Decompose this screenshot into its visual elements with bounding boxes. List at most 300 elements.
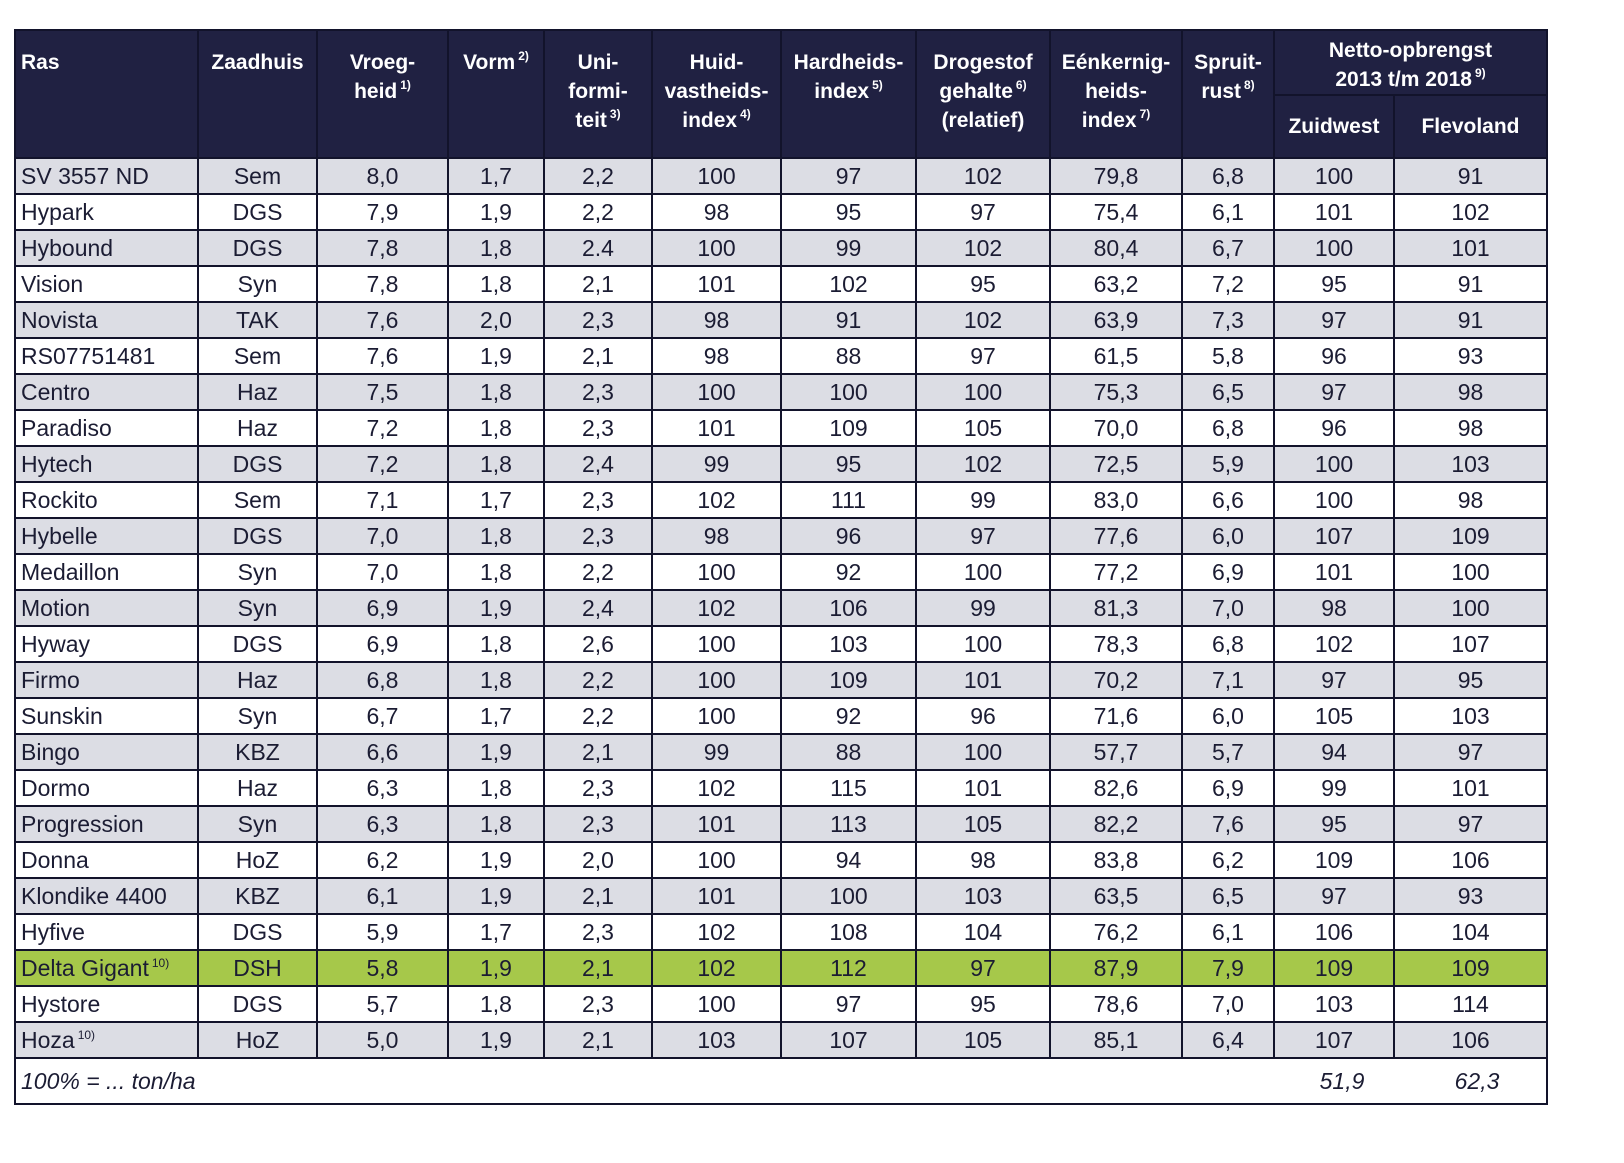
table-row xyxy=(15,842,1547,878)
cell-zuidwest xyxy=(1274,914,1394,950)
drogestof-value: 104 xyxy=(963,918,1003,945)
eenkernigheid-value: 82,6 xyxy=(1093,774,1139,801)
uniformiteit-value: 2,1 xyxy=(582,882,614,909)
uniformiteit-value: 2,1 xyxy=(582,954,614,981)
footer-flevoland-value: 62,3 xyxy=(1454,1067,1500,1094)
cell-ras xyxy=(15,410,198,446)
cell-vorm xyxy=(448,626,544,662)
vorm-value: 1,9 xyxy=(480,954,512,981)
vroegheid-value: 6,8 xyxy=(366,666,399,693)
zaadhuis-value: KBZ xyxy=(235,882,280,909)
cell-zaadhuis xyxy=(198,338,317,374)
cell-hardheid xyxy=(781,626,916,662)
hardheid-value: 111 xyxy=(831,486,866,513)
cell-eenkernigheid xyxy=(1050,410,1182,446)
cell-vorm xyxy=(448,1022,544,1058)
cell-drogestof xyxy=(916,482,1050,518)
drogestof-value: 101 xyxy=(963,774,1003,801)
zaadhuis-value: TAK xyxy=(235,306,280,333)
spruitrust-value: 7,0 xyxy=(1212,990,1244,1017)
spruitrust-value: 6,5 xyxy=(1212,882,1244,909)
zuidwest-value: 97 xyxy=(1321,378,1347,405)
ras-value: Novista xyxy=(21,306,98,333)
table-row xyxy=(15,626,1547,662)
flevoland-value: 93 xyxy=(1457,342,1484,369)
drogestof-value: 102 xyxy=(963,450,1003,477)
vorm-value: 1,9 xyxy=(480,342,512,369)
cell-eenkernigheid xyxy=(1050,302,1182,338)
zuidwest-value: 95 xyxy=(1321,810,1347,837)
footer-zuidwest xyxy=(1274,1058,1394,1104)
vorm-value: 1,9 xyxy=(480,594,512,621)
zaadhuis-value: DGS xyxy=(232,918,283,945)
flevoland-value: 103 xyxy=(1451,450,1490,477)
cell-ras xyxy=(15,338,198,374)
zaadhuis-value: Syn xyxy=(237,558,278,585)
zaadhuis-value: Syn xyxy=(237,270,278,297)
spruitrust-value: 6,8 xyxy=(1212,414,1244,441)
ras-value: Hystore xyxy=(21,990,101,1017)
cell-zaadhuis xyxy=(198,194,317,230)
hardheid-value: 88 xyxy=(835,342,862,369)
table-row xyxy=(15,302,1547,338)
cell-flevoland xyxy=(1394,446,1547,482)
ras-value: SV 3557 ND xyxy=(21,162,149,189)
cell-vroegheid xyxy=(317,986,448,1022)
cell-drogestof xyxy=(916,266,1050,302)
cell-ras xyxy=(15,842,198,878)
vroegheid-value: 7,2 xyxy=(366,450,399,477)
cell-huidvastheid xyxy=(652,518,781,554)
cell-zaadhuis xyxy=(198,842,317,878)
vorm-value: 1,7 xyxy=(480,702,512,729)
flevoland-value: 95 xyxy=(1457,666,1484,693)
cell-flevoland xyxy=(1394,950,1547,986)
flevoland-value: 91 xyxy=(1457,270,1484,297)
zuidwest-value: 95 xyxy=(1321,270,1347,297)
drogestof-value: 105 xyxy=(963,414,1003,441)
zaadhuis-value: Syn xyxy=(237,594,278,621)
cell-uniformiteit xyxy=(544,626,652,662)
table-row xyxy=(15,266,1547,302)
hardheid-value: 112 xyxy=(830,954,867,981)
vroegheid-value: 6,7 xyxy=(366,702,399,729)
eenkernigheid-value: 82,2 xyxy=(1093,810,1139,837)
table-row xyxy=(15,482,1547,518)
cell-vorm xyxy=(448,194,544,230)
eenkernigheid-value: 57,7 xyxy=(1093,738,1139,765)
hardheid-value: 92 xyxy=(835,558,862,585)
spruitrust-value: 6,1 xyxy=(1212,198,1244,225)
spruitrust-value: 6,1 xyxy=(1212,918,1244,945)
huidvastheid-value: 100 xyxy=(697,702,736,729)
flevoland-value: 98 xyxy=(1457,414,1484,441)
eenkernigheid-value: 63,9 xyxy=(1093,306,1139,333)
header-line-text: index xyxy=(1081,109,1137,132)
uniformiteit-value: 2,2 xyxy=(582,162,614,189)
cell-uniformiteit xyxy=(544,374,652,410)
hardheid-value: 106 xyxy=(829,594,868,621)
eenkernigheid-value: 76,2 xyxy=(1093,918,1139,945)
cell-zaadhuis xyxy=(198,806,317,842)
cell-vorm xyxy=(448,770,544,806)
cell-zaadhuis xyxy=(198,410,317,446)
zuidwest-value: 96 xyxy=(1321,342,1347,369)
ras-value: Medaillon xyxy=(21,558,120,585)
cell-vorm xyxy=(448,734,544,770)
cell-ras xyxy=(15,1022,198,1058)
cell-uniformiteit xyxy=(544,734,652,770)
huidvastheid-value: 100 xyxy=(697,234,736,261)
flevoland-value: 109 xyxy=(1451,522,1490,549)
cell-zuidwest xyxy=(1274,554,1394,590)
cell-vorm xyxy=(448,230,544,266)
drogestof-value: 103 xyxy=(963,882,1003,909)
vroegheid-value: 8,0 xyxy=(366,162,399,189)
table-row xyxy=(15,1022,1547,1058)
cell-huidvastheid xyxy=(652,770,781,806)
cell-hardheid xyxy=(781,554,916,590)
ras-value: Hypark xyxy=(21,198,94,225)
header-line-text: teit xyxy=(575,109,607,132)
cell-huidvastheid xyxy=(652,986,781,1022)
huidvastheid-value: 98 xyxy=(703,306,730,333)
zaadhuis-value: Syn xyxy=(237,810,278,837)
header-line: Uni- xyxy=(577,51,619,74)
cell-zaadhuis xyxy=(198,230,317,266)
cell-vroegheid xyxy=(317,518,448,554)
cell-ras xyxy=(15,626,198,662)
table-row xyxy=(15,410,1547,446)
cell-drogestof xyxy=(916,914,1050,950)
ras-value: Bingo xyxy=(21,738,80,765)
cell-eenkernigheid xyxy=(1050,914,1182,950)
cell-drogestof xyxy=(916,374,1050,410)
cell-zuidwest xyxy=(1274,158,1394,194)
spruitrust-value: 6,9 xyxy=(1212,558,1244,585)
zuidwest-value: 99 xyxy=(1321,774,1347,801)
cell-vroegheid xyxy=(317,446,448,482)
zaadhuis-value: KBZ xyxy=(235,738,280,765)
cell-uniformiteit xyxy=(544,410,652,446)
cell-vroegheid xyxy=(317,302,448,338)
cell-huidvastheid xyxy=(652,806,781,842)
cell-spruitrust xyxy=(1182,230,1274,266)
zuidwest-value: 96 xyxy=(1321,414,1347,441)
table-row xyxy=(15,230,1547,266)
cell-huidvastheid xyxy=(652,158,781,194)
hardheid-value: 97 xyxy=(835,162,862,189)
drogestof-value: 97 xyxy=(970,198,996,225)
cell-vorm xyxy=(448,842,544,878)
cell-zaadhuis xyxy=(198,554,317,590)
zuidwest-value: 109 xyxy=(1314,846,1354,873)
cell-spruitrust xyxy=(1182,302,1274,338)
cell-spruitrust xyxy=(1182,842,1274,878)
huidvastheid-value: 101 xyxy=(697,810,736,837)
cell-vorm xyxy=(448,590,544,626)
cell-vroegheid xyxy=(317,806,448,842)
drogestof-value: 101 xyxy=(963,666,1003,693)
drogestof-value: 99 xyxy=(970,486,996,513)
footnote-marker: 4) xyxy=(740,107,751,121)
cell-flevoland xyxy=(1394,986,1547,1022)
zuidwest-value: 100 xyxy=(1314,162,1354,189)
drogestof-value: 100 xyxy=(963,378,1003,405)
drogestof-value: 96 xyxy=(970,702,996,729)
cell-flevoland xyxy=(1394,842,1547,878)
cell-zuidwest xyxy=(1274,194,1394,230)
cell-uniformiteit xyxy=(544,662,652,698)
cell-eenkernigheid xyxy=(1050,770,1182,806)
cell-hardheid xyxy=(781,230,916,266)
uniformiteit-value: 2,4 xyxy=(582,450,614,477)
zuidwest-value: 102 xyxy=(1314,630,1354,657)
zaadhuis-value: Haz xyxy=(237,378,278,405)
vorm-value: 2,0 xyxy=(480,306,512,333)
cell-uniformiteit xyxy=(544,446,652,482)
cell-spruitrust xyxy=(1182,806,1274,842)
hardheid-value: 107 xyxy=(829,1026,868,1053)
header-line-text: index xyxy=(682,109,738,132)
vroegheid-value: 6,2 xyxy=(366,846,399,873)
cell-spruitrust xyxy=(1182,410,1274,446)
header-line xyxy=(1275,65,1546,94)
header-eenkernigheidsindex xyxy=(1050,30,1182,158)
huidvastheid-value: 100 xyxy=(697,558,736,585)
huidvastheid-value: 103 xyxy=(697,1026,736,1053)
cell-ras xyxy=(15,194,198,230)
cell-hardheid xyxy=(781,194,916,230)
hardheid-value: 99 xyxy=(835,234,862,261)
table-row xyxy=(15,734,1547,770)
huidvastheid-value: 100 xyxy=(697,378,736,405)
vorm-value: 1,7 xyxy=(480,486,512,513)
cell-uniformiteit xyxy=(544,518,652,554)
header-line: vastheids- xyxy=(664,80,769,103)
flevoland-value: 106 xyxy=(1451,846,1490,873)
eenkernigheid-value: 75,4 xyxy=(1093,198,1139,225)
spruitrust-value: 6,2 xyxy=(1212,846,1244,873)
cell-flevoland xyxy=(1394,590,1547,626)
zaadhuis-value: Syn xyxy=(237,702,278,729)
cell-zuidwest xyxy=(1274,482,1394,518)
cell-spruitrust xyxy=(1182,662,1274,698)
cell-spruitrust xyxy=(1182,734,1274,770)
vorm-value: 1,8 xyxy=(480,234,512,261)
drogestof-value: 99 xyxy=(970,594,996,621)
cell-huidvastheid xyxy=(652,374,781,410)
cell-vroegheid xyxy=(317,410,448,446)
footer-label-text: 100% = ... ton/ha xyxy=(21,1067,196,1094)
ras-value: Hyway xyxy=(21,630,91,657)
header-line: (relatief) xyxy=(941,109,1025,132)
vroegheid-value: 7,6 xyxy=(366,342,399,369)
vroegheid-value: 6,9 xyxy=(366,630,399,657)
spruitrust-value: 6,8 xyxy=(1212,630,1244,657)
vorm-value: 1,8 xyxy=(480,414,512,441)
cell-zuidwest xyxy=(1274,338,1394,374)
zuidwest-value: 97 xyxy=(1321,666,1347,693)
cell-vroegheid xyxy=(317,662,448,698)
cell-spruitrust xyxy=(1182,950,1274,986)
spruitrust-value: 5,8 xyxy=(1212,342,1244,369)
cell-vorm xyxy=(448,986,544,1022)
hardheid-value: 100 xyxy=(829,378,868,405)
huidvastheid-value: 101 xyxy=(697,270,736,297)
cell-ras xyxy=(15,158,198,194)
cell-vroegheid xyxy=(317,482,448,518)
cell-ras xyxy=(15,878,198,914)
header-vroegheid xyxy=(317,30,448,158)
uniformiteit-value: 2,1 xyxy=(582,270,614,297)
cell-hardheid xyxy=(781,302,916,338)
vorm-value: 1,7 xyxy=(480,918,512,945)
table-row xyxy=(15,338,1547,374)
zuidwest-value: 101 xyxy=(1314,558,1354,585)
header-drogestofgehalte xyxy=(916,30,1050,158)
cell-eenkernigheid xyxy=(1050,338,1182,374)
cell-huidvastheid xyxy=(652,950,781,986)
table-row xyxy=(15,662,1547,698)
cell-flevoland xyxy=(1394,482,1547,518)
uniformiteit-value: 2,2 xyxy=(582,666,614,693)
cell-spruitrust xyxy=(1182,554,1274,590)
cell-zuidwest xyxy=(1274,950,1394,986)
cell-huidvastheid xyxy=(652,842,781,878)
eenkernigheid-value: 83,8 xyxy=(1093,846,1139,873)
vorm-value: 1,9 xyxy=(480,738,512,765)
vroegheid-value: 7,1 xyxy=(366,486,399,513)
zuidwest-value: 100 xyxy=(1314,486,1354,513)
cell-vorm xyxy=(448,806,544,842)
cell-hardheid xyxy=(781,842,916,878)
vroegheid-value: 6,3 xyxy=(366,774,399,801)
cell-hardheid xyxy=(781,914,916,950)
cell-zuidwest xyxy=(1274,734,1394,770)
cell-eenkernigheid xyxy=(1050,446,1182,482)
cell-hardheid xyxy=(781,698,916,734)
vroegheid-value: 5,7 xyxy=(366,990,399,1017)
flevoland-value: 100 xyxy=(1451,558,1490,585)
drogestof-value: 97 xyxy=(970,954,996,981)
cell-vorm xyxy=(448,950,544,986)
zaadhuis-value: Haz xyxy=(237,774,278,801)
footnote-marker: 7) xyxy=(1139,107,1151,121)
flevoland-value: 109 xyxy=(1451,954,1490,981)
cell-huidvastheid xyxy=(652,302,781,338)
eenkernigheid-value: 75,3 xyxy=(1093,378,1139,405)
cell-flevoland xyxy=(1394,734,1547,770)
footnote-marker: 10) xyxy=(77,1027,96,1042)
drogestof-value: 102 xyxy=(963,306,1003,333)
uniformiteit-value: 2,3 xyxy=(582,486,614,513)
ras-value: Motion xyxy=(21,594,91,621)
hardheid-value: 95 xyxy=(835,198,862,225)
cell-zuidwest xyxy=(1274,266,1394,302)
uniformiteit-value: 2,3 xyxy=(582,306,614,333)
cell-zaadhuis xyxy=(198,698,317,734)
hardheid-value: 94 xyxy=(835,846,862,873)
zaadhuis-value: Sem xyxy=(233,162,282,189)
cell-drogestof xyxy=(916,770,1050,806)
eenkernigheid-value: 80,4 xyxy=(1093,234,1139,261)
table-row xyxy=(15,770,1547,806)
cell-huidvastheid xyxy=(652,266,781,302)
cell-vorm xyxy=(448,554,544,590)
huidvastheid-value: 99 xyxy=(703,738,730,765)
cell-eenkernigheid xyxy=(1050,1022,1182,1058)
eenkernigheid-value: 87,9 xyxy=(1093,954,1139,981)
huidvastheid-value: 100 xyxy=(697,162,736,189)
cell-ras xyxy=(15,518,198,554)
variety-table xyxy=(14,29,1548,1105)
cell-zuidwest xyxy=(1274,410,1394,446)
cell-zuidwest xyxy=(1274,878,1394,914)
cell-vroegheid xyxy=(317,590,448,626)
spruitrust-value: 7,2 xyxy=(1212,270,1244,297)
zaadhuis-value: DGS xyxy=(232,234,283,261)
header-flevoland xyxy=(1394,95,1547,158)
drogestof-value: 100 xyxy=(963,738,1003,765)
vroegheid-value: 7,8 xyxy=(366,234,399,261)
cell-ras xyxy=(15,950,198,986)
hardheid-value: 88 xyxy=(835,738,862,765)
vroegheid-value: 5,9 xyxy=(366,918,399,945)
hardheid-value: 95 xyxy=(835,450,862,477)
cell-drogestof xyxy=(916,662,1050,698)
header-flevoland-label: Flevoland xyxy=(1421,115,1520,138)
cell-uniformiteit xyxy=(544,482,652,518)
cell-drogestof xyxy=(916,1022,1050,1058)
cell-flevoland xyxy=(1394,266,1547,302)
vorm-value: 1,8 xyxy=(480,522,512,549)
flevoland-value: 106 xyxy=(1451,1026,1490,1053)
cell-huidvastheid xyxy=(652,410,781,446)
drogestof-value: 98 xyxy=(970,846,996,873)
zaadhuis-value: DGS xyxy=(232,522,283,549)
zuidwest-value: 109 xyxy=(1314,954,1354,981)
zuidwest-value: 100 xyxy=(1314,450,1354,477)
cell-zaadhuis xyxy=(198,950,317,986)
zaadhuis-value: HoZ xyxy=(235,1026,280,1053)
zaadhuis-value: Haz xyxy=(237,414,278,441)
vroegheid-value: 6,1 xyxy=(366,882,399,909)
cell-uniformiteit xyxy=(544,590,652,626)
drogestof-value: 102 xyxy=(963,162,1003,189)
cell-eenkernigheid xyxy=(1050,806,1182,842)
uniformiteit-value: 2.4 xyxy=(582,234,614,261)
eenkernigheid-value: 78,3 xyxy=(1093,630,1139,657)
flevoland-value: 101 xyxy=(1451,774,1490,801)
cell-huidvastheid xyxy=(652,626,781,662)
uniformiteit-value: 2,1 xyxy=(582,1026,614,1053)
ras-value: Sunskin xyxy=(21,702,103,729)
cell-vorm xyxy=(448,914,544,950)
table-row xyxy=(15,446,1547,482)
cell-spruitrust xyxy=(1182,482,1274,518)
zuidwest-value: 107 xyxy=(1314,1026,1354,1053)
cell-zaadhuis xyxy=(198,662,317,698)
huidvastheid-value: 100 xyxy=(697,630,736,657)
spruitrust-value: 6,0 xyxy=(1212,522,1244,549)
header-line: formi- xyxy=(568,80,628,103)
cell-ras xyxy=(15,374,198,410)
cell-huidvastheid xyxy=(652,662,781,698)
drogestof-value: 95 xyxy=(970,270,996,297)
vroegheid-value: 7,6 xyxy=(366,306,399,333)
cell-uniformiteit xyxy=(544,698,652,734)
